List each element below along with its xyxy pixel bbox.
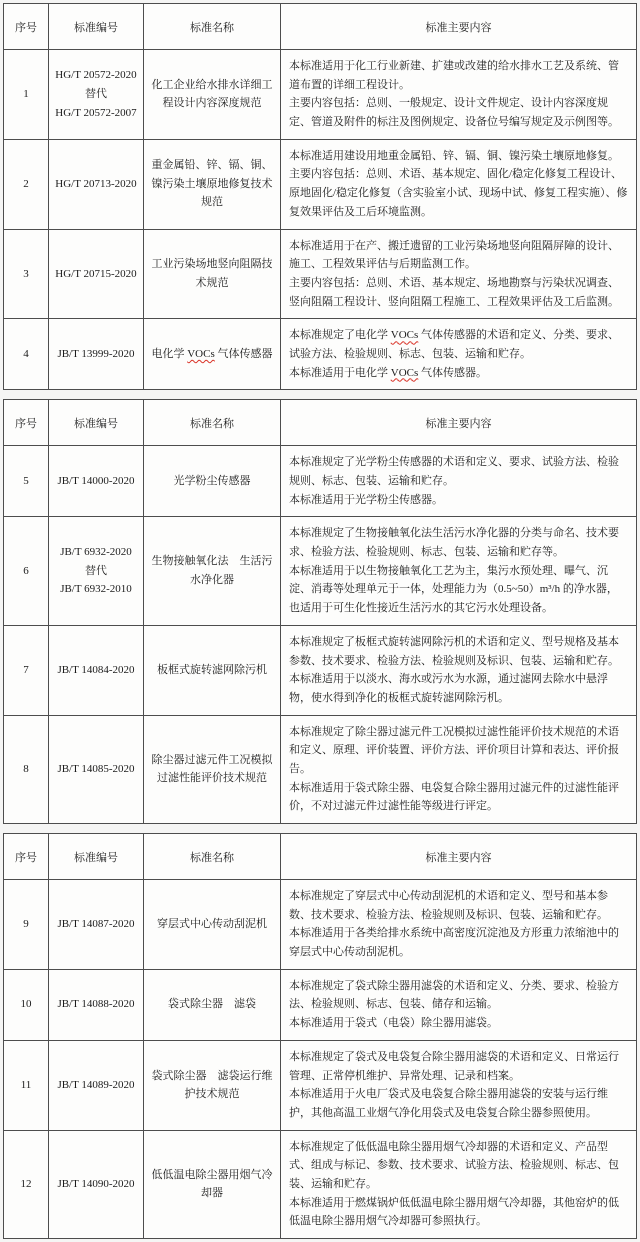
content-paragraph: 本标准规定了板框式旋转滤网除污机的术语和定义、型号规格及基本参数、技术要求、检验方法、检验规则及标识、包装、运输和贮存。 xyxy=(289,635,619,667)
standard-row xyxy=(4,446,637,517)
standard-name-cell: 袋式除尘器 滤袋 xyxy=(144,969,281,1040)
standard-name-cell: 低低温电除尘器用烟气冷却器 xyxy=(144,1130,281,1238)
standard-code-line: HG/T 20572-2020 xyxy=(55,69,137,82)
column-header-code: 标准编号 xyxy=(49,4,144,50)
standard-content-cell xyxy=(281,625,637,715)
table-body xyxy=(4,446,637,824)
standard-content-cell xyxy=(281,319,637,390)
spellcheck-underline: VOCs xyxy=(390,329,419,342)
row-number-cell: 6 xyxy=(4,517,49,625)
standard-content-cell xyxy=(281,229,637,319)
standards-table xyxy=(3,3,637,390)
standard-code-cell xyxy=(49,880,144,970)
content-paragraph: 本标准适用于以生物接触氧化工艺为主，集污水预处理、曝气、沉淀、消毒等处理单元于一体，处理能力为（0.5~50）m³/h 的净水器，也适用于可生化性接近生活污水的其它污水处理设备。 xyxy=(289,564,618,615)
column-header-content: 标准主要内容 xyxy=(281,400,637,446)
standard-code-line: HG/T 20715-2020 xyxy=(55,267,137,280)
standard-code-line: JB/T 14087-2020 xyxy=(57,918,135,931)
standard-name-cell: 化工企业给水排水详细工程设计内容深度规范 xyxy=(144,50,281,140)
standard-content-cell xyxy=(281,1130,637,1238)
standard-content-cell xyxy=(281,139,637,229)
standard-code-cell xyxy=(49,1130,144,1238)
table-body xyxy=(4,50,637,390)
standard-content-cell xyxy=(281,969,637,1040)
standard-code-cell xyxy=(49,1040,144,1130)
standard-row xyxy=(4,517,637,625)
standard-content-cell xyxy=(281,517,637,625)
content-paragraph: 本标准适用于在产、搬迁遗留的工业污染场地竖向阻隔屏障的设计、施工、工程效果评估与后期监测工作。 xyxy=(289,239,619,271)
standards-table xyxy=(3,833,637,1239)
content-paragraph: 本标准规定了电化学 VOCs 气体传感器的术语和定义、分类、要求、试验方法、检验规则、标志、包装、运输和贮存。 xyxy=(289,329,620,360)
standard-code-cell xyxy=(49,517,144,625)
standard-code-cell xyxy=(49,50,144,140)
content-paragraph: 本标准适用于以淡水、海水或污水为水源，通过滤网去除水中悬浮物，使水得到净化的板框式旋转滤网除污机。 xyxy=(289,673,608,704)
standard-code-line: JB/T 14090-2020 xyxy=(57,1177,135,1190)
standard-row xyxy=(4,625,637,715)
table-header-row xyxy=(4,834,637,880)
content-paragraph: 本标准规定了除尘器过滤元件工况模拟过滤性能评价技术规范的术语和定义、原理、评价装置、评价方法、评价项目计算和表达、评价报告。 xyxy=(289,725,619,775)
standard-code-cell xyxy=(49,625,144,715)
column-header-name: 标准名称 xyxy=(144,834,281,880)
standard-code-line: JB/T 6932-2020 xyxy=(60,546,132,559)
column-header-code: 标准编号 xyxy=(49,834,144,880)
row-number-cell: 3 xyxy=(4,229,49,319)
standard-name-cell: 电化学 VOCs 气体传感器 xyxy=(144,319,281,390)
column-header-name: 标准名称 xyxy=(144,400,281,446)
standards-tables-container xyxy=(3,3,637,1239)
standard-code-line: JB/T 13999-2020 xyxy=(57,347,135,360)
column-header-content: 标准主要内容 xyxy=(281,4,637,50)
standard-code-line: JB/T 14000-2020 xyxy=(57,475,135,487)
content-paragraph: 本标准规定了穿层式中心传动刮泥机的术语和定义、型号和基本参数、技术要求、检验方法、检验规则及标识、包装、运输和贮存。 xyxy=(289,890,608,921)
standard-content-cell xyxy=(281,50,637,140)
standard-name-cell: 袋式除尘器 滤袋运行维护技术规范 xyxy=(144,1040,281,1130)
standard-row xyxy=(4,319,637,390)
content-paragraph: 本标准规定了生物接触氧化法生活污水净化器的分类与命名、技术要求、检验方法、检验规则、标志、包装、运输和贮存等。 xyxy=(289,527,619,559)
standard-code-cell xyxy=(49,319,144,390)
standard-code-line: JB/T 14088-2020 xyxy=(57,998,135,1011)
content-paragraph: 本标准规定了低低温电除尘器用烟气冷却器的术语和定义、产品型式、组成与标记、参数、技术要求、试验方法、检验规则、标志、包装、运输和贮存。 xyxy=(289,1140,619,1190)
content-paragraph: 本标准适用建设用地重金属铅、锌、镉、铜、镍污染土壤原地修复。 xyxy=(289,149,619,162)
row-number-cell: 8 xyxy=(4,715,49,823)
content-paragraph: 本标准适用于袋式（电袋）除尘器用滤袋。 xyxy=(289,1017,498,1030)
standard-code-cell xyxy=(49,715,144,823)
standard-name-cell: 生物接触氧化法 生活污水净化器 xyxy=(144,517,281,625)
row-number-cell: 4 xyxy=(4,319,49,390)
column-header-content: 标准主要内容 xyxy=(281,834,637,880)
standards-table xyxy=(3,399,637,824)
standard-row xyxy=(4,715,637,823)
standard-row xyxy=(4,880,637,970)
standard-code-line: 替代 xyxy=(85,564,107,577)
row-number-cell: 9 xyxy=(4,880,49,970)
row-number-cell: 7 xyxy=(4,625,49,715)
row-number-cell: 11 xyxy=(4,1040,49,1130)
column-header-name: 标准名称 xyxy=(144,4,281,50)
table-body xyxy=(4,880,637,1239)
table-header-row xyxy=(4,400,637,446)
content-paragraph: 主要内容包括：总则、术语、基本规定、场地勘察与污染状况调查、竖向阻隔工程设计、竖向阻隔工程施工、工程效果评估及工后监测。 xyxy=(289,276,619,308)
content-paragraph: 本标准规定了袋式除尘器用滤袋的术语和定义、分类、要求、检验方法、检验规则、标志、包装、储存和运输。 xyxy=(289,979,619,1011)
standard-code-cell xyxy=(49,446,144,517)
content-paragraph: 本标准适用于化工行业新建、扩建或改建的给水排水工艺及系统、管道布置的详细工程设计。 xyxy=(289,60,619,91)
standard-code-line: JB/T 14085-2020 xyxy=(57,762,135,775)
spellcheck-underline: VOCs xyxy=(187,347,215,360)
standard-content-cell xyxy=(281,880,637,970)
standard-row xyxy=(4,1040,637,1130)
standard-row xyxy=(4,50,637,140)
standard-code-line: JB/T 6932-2010 xyxy=(60,583,132,596)
standard-row xyxy=(4,139,637,229)
standard-name-cell: 光学粉尘传感器 xyxy=(144,446,281,517)
column-header-code: 标准编号 xyxy=(49,400,144,446)
standard-code-line: JB/T 14084-2020 xyxy=(57,663,135,676)
standard-row xyxy=(4,969,637,1040)
row-number-cell: 12 xyxy=(4,1130,49,1238)
standard-code-cell xyxy=(49,139,144,229)
table-header-row xyxy=(4,4,637,50)
row-number-cell: 5 xyxy=(4,446,49,517)
row-number-cell: 10 xyxy=(4,969,49,1040)
standard-row xyxy=(4,229,637,319)
content-paragraph: 本标准规定了光学粉尘传感器的术语和定义、要求、试验方法、检验规则、标志、包装、运输和贮存。 xyxy=(289,456,619,487)
content-paragraph: 本标准适用于各类给排水系统中高密度沉淀池及方形重力浓缩池中的穿层式中心传动刮泥机。 xyxy=(289,927,619,959)
content-paragraph: 本标准适用于电化学 VOCs 气体传感器。 xyxy=(289,366,488,379)
column-header-no: 序号 xyxy=(4,834,49,880)
row-number-cell: 1 xyxy=(4,50,49,140)
standard-name-cell: 除尘器过滤元件工况模拟过滤性能评价技术规范 xyxy=(144,715,281,823)
standard-code-line: JB/T 14089-2020 xyxy=(57,1078,135,1091)
standard-code-cell xyxy=(49,969,144,1040)
column-header-no: 序号 xyxy=(4,4,49,50)
row-number-cell: 2 xyxy=(4,139,49,229)
column-header-no: 序号 xyxy=(4,400,49,446)
standard-code-line: HG/T 20713-2020 xyxy=(55,177,137,190)
standard-content-cell xyxy=(281,1040,637,1130)
standard-code-line: 替代 xyxy=(85,88,107,101)
standard-code-line: HG/T 20572-2007 xyxy=(55,106,137,119)
content-paragraph: 主要内容包括：总则、一般规定、设计文件规定、设计内容深度规定、管道及附件的标注及图例规定、设备位号编写规定及示例图等。 xyxy=(289,97,619,129)
standard-row xyxy=(4,1130,637,1238)
content-paragraph: 本标准适用于袋式除尘器、电袋复合除尘器用过滤元件的过滤性能评价，不对过滤元件过滤性能等级进行评定。 xyxy=(289,781,619,813)
spellcheck-underline: VOCs xyxy=(390,366,419,379)
standard-content-cell xyxy=(281,446,637,517)
content-paragraph: 主要内容包括：总则、术语、基本规定、固化/稳定化修复工程设计、原地固化/稳定化修复（含实验室小试、现场中试、修复工程实施）、修复效果评估及工后环境监测。 xyxy=(289,168,628,218)
content-paragraph: 本标准适用于燃煤锅炉低低温电除尘器用烟气冷却器，其他窑炉的低低温电除尘器用烟气冷却器可参照执行。 xyxy=(289,1196,619,1228)
content-paragraph: 本标准适用于火电厂袋式及电袋复合除尘器用滤袋的安装与运行维护，其他高温工业烟气净化用袋式及电袋复合除尘器参照使用。 xyxy=(289,1088,608,1119)
content-paragraph: 本标准规定了袋式及电袋复合除尘器用滤袋的术语和定义、日常运行管理、正常停机维护、异常处理、记录和档案。 xyxy=(289,1050,619,1082)
standard-content-cell xyxy=(281,715,637,823)
standard-code-cell xyxy=(49,229,144,319)
standard-name-cell: 重金属铅、锌、镉、铜、镍污染土壤原地修复技术规范 xyxy=(144,139,281,229)
standard-name-cell: 穿层式中心传动刮泥机 xyxy=(144,880,281,970)
content-paragraph: 本标准适用于光学粉尘传感器。 xyxy=(289,493,443,506)
standard-name-cell: 板框式旋转滤网除污机 xyxy=(144,625,281,715)
standard-name-cell: 工业污染场地竖向阻隔技术规范 xyxy=(144,229,281,319)
